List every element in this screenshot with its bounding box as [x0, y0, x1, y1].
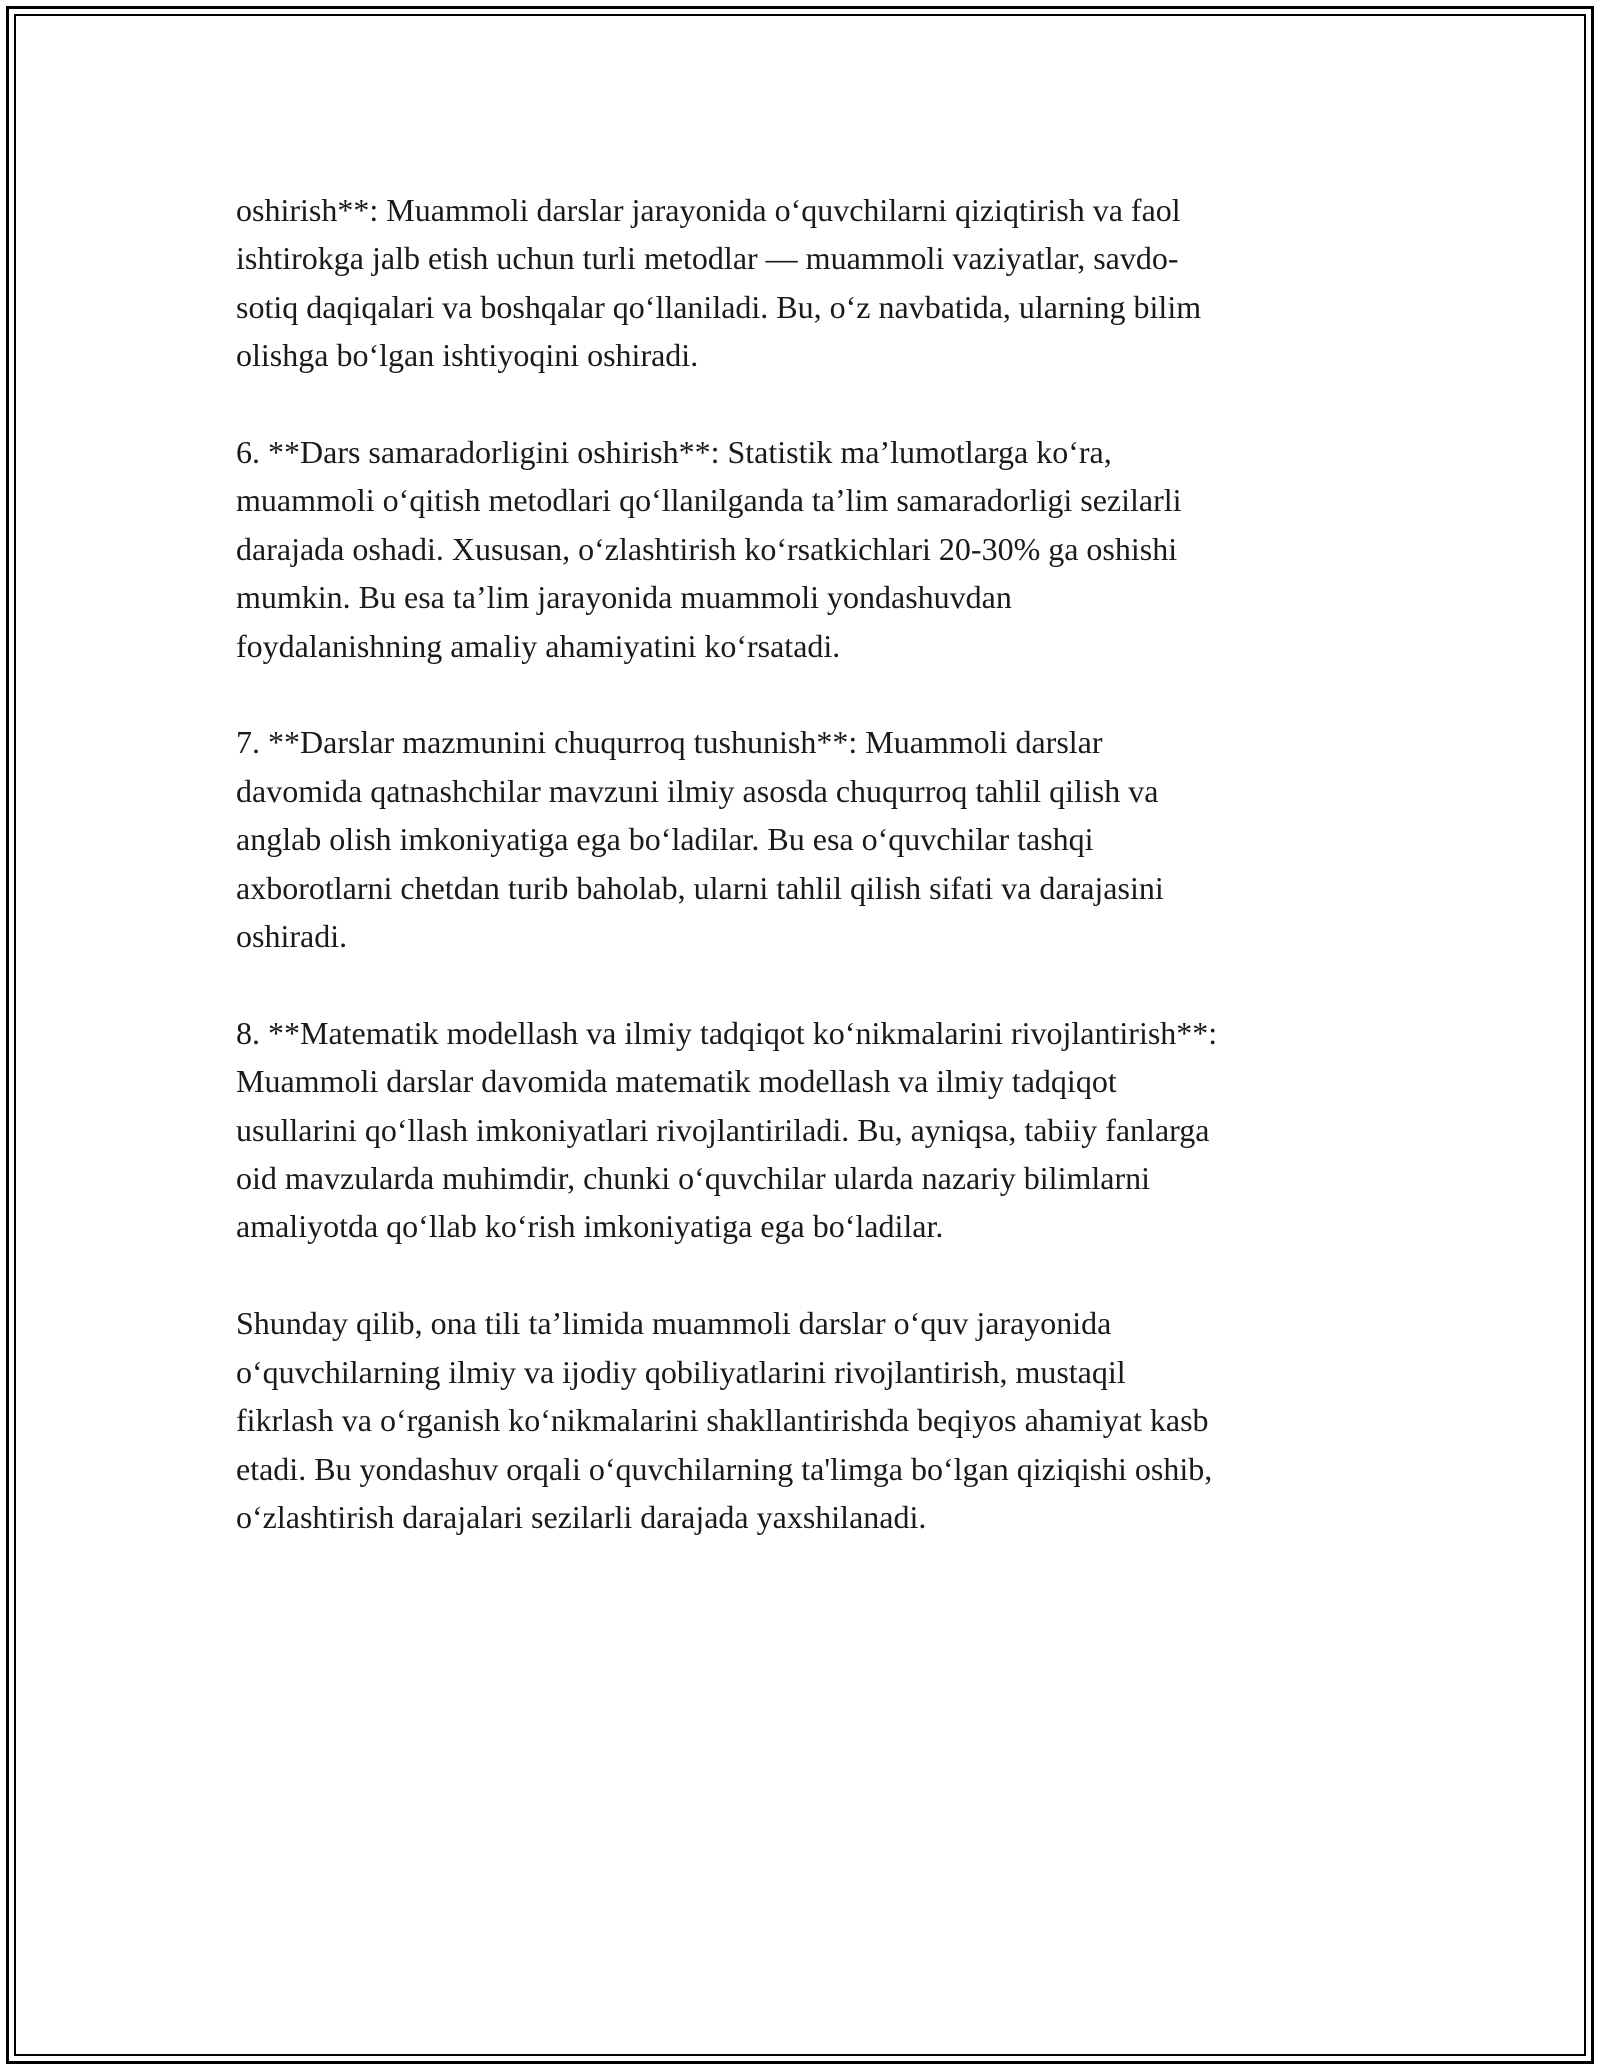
paragraph-item-6: 6. **Dars samaradorligini oshirish**: Statistik ma’lumotlarga ko‘ra, muammoli o‘qitish metodlari qo‘llanilganda ta’lim samaradorligi sezilarli darajada oshadi. Xususan, o‘zlashtirish ko‘rsatkichlari 20-30% ga oshishi mumkin. Bu esa ta’lim jarayonida muammoli yondashuvdan foydalanishning amaliy ahamiyatini ko‘rsatadi. — [236, 434, 1182, 664]
paragraph-item-7: 7. **Darslar mazmunini chuqurroq tushunish**: Muammoli darslar davomida qatnashchilar mavzuni ilmiy asosda chuqurroq tahlil qilish va anglab olish imkoniyatiga ega bo‘ladilar. Bu esa o‘quvchilar tashqi axborotlarni chetdan turib baholab, ularni tahlil qilish sifati va darajasini oshiradi. — [236, 724, 1164, 955]
document-body — [236, 186, 1376, 1590]
paragraph-motivation-continued: oshirish**: Muammoli darslar jarayonida o‘quvchilarni qiziqtirish va faol ishtirokga jalb etish uchun turli metodlar — muammoli vaziyatlar, savdo- sotiq daqiqalari va boshqalar qo‘llaniladi. Bu, o‘z navbatida, ularning bilim olishga bo‘lgan ishtiyoqini oshiradi. — [236, 192, 1202, 374]
paragraph-item-8: 8. **Matematik modellash va ilmiy tadqiqot ko‘nikmalarini rivojlantirish**: Muammoli darslar davomida matematik modellash va ilmiy tadqiqot usullarini qo‘llash imkoniyatlari rivojlantiriladi. Bu, ayniqsa, tabiiy fanlarga oid mavzularda muhimdir, chunki o‘quvchilar ularda nazariy bilimlarni amaliyotda qo‘llab ko‘rish imkoniyatiga ega bo‘ladilar. — [236, 1014, 1218, 1245]
paragraph-conclusion: Shunday qilib, ona tili ta’limida muammoli darslar o‘quv jarayonida o‘quvchilarning ilmiy va ijodiy qobiliyatlarini rivojlantirish, mustaqil fikrlash va o‘rganish ko‘nikmalarini shakllantirishda beqiyos ahamiyat kasb etadi. Bu yondashuv orqali o‘quvchilarning ta'limga bo‘lgan qiziqishi oshib, o‘zlashtirish darajalari sezilarli darajada yaxshilanadi. — [236, 1305, 1213, 1535]
